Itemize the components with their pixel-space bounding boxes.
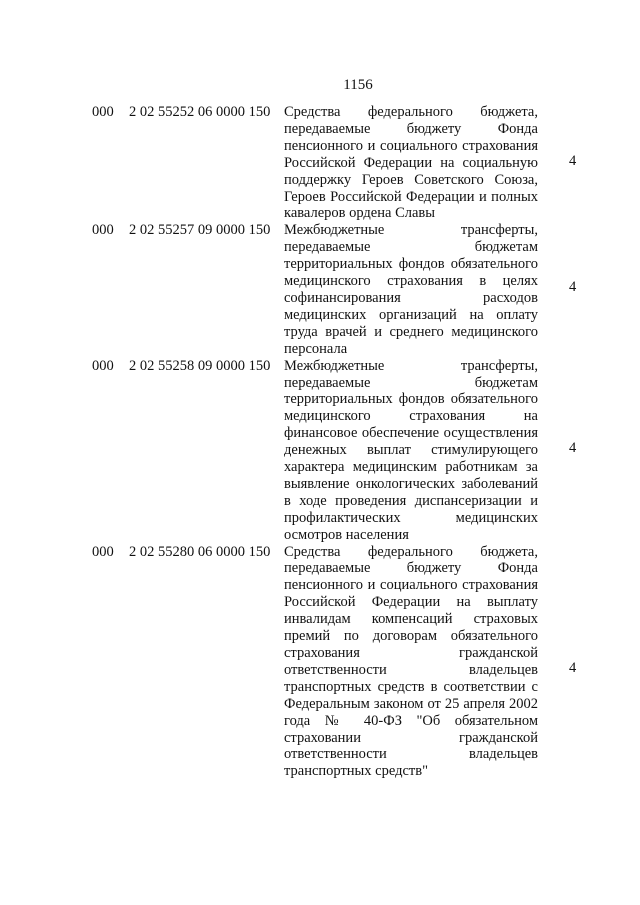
row-description: Средства федерального бюджета, передаваемые бюджету Фонда пенсионного и социального страхования Российской Федерации на выплату инвалидам компенсаций страховых премий по договорам обязательного страхования гражданской ответственности владельцев транспортных средств в соответствии с Федеральным законом от 25 апреля 2002 года № 40-ФЗ "Об обязательном страховании гражданской ответственности владельцев транспортных средств" xyxy=(284,543,538,780)
row-description: Межбюджетные трансферты, передаваемые бюджетам территориальных фондов обязательного медицинского страхования на финансовое обеспечение осуществления денежных выплат стимулирующего характера медицинским работникам за выявление онкологических заболеваний в ходе проведения диспансеризации и профилактических медицинских осмотров населения xyxy=(284,357,538,543)
row-amount: 4 xyxy=(569,659,577,676)
page-number: 1156 xyxy=(343,77,373,93)
budget-table xyxy=(0,104,640,780)
admin-code: 000 xyxy=(92,222,114,239)
row-description: Средства федерального бюджета, передаваемые бюджету Фонда пенсионного и социального страхования Российской Федерации на социальную поддержку Героев Советского Союза, Героев Российской Федерации и полных кавалеров ордена Славы xyxy=(284,104,538,222)
kbk-code: 2 02 55280 06 0000 150 xyxy=(129,543,271,560)
admin-code: 000 xyxy=(92,104,114,120)
kbk-code: 2 02 55257 09 0000 150 xyxy=(129,222,271,239)
admin-code: 000 xyxy=(92,357,114,374)
row-description: Межбюджетные трансферты, передаваемые бюджетам территориальных фондов обязательного медицинского страхования в целях софинансирования расходов медицинских организаций на оплату труда врачей и среднего медицинского персонала xyxy=(284,222,538,357)
table-row xyxy=(0,222,640,357)
table-row xyxy=(0,544,640,781)
table-row xyxy=(0,104,640,222)
row-amount: 4 xyxy=(569,439,577,456)
table-row xyxy=(0,358,640,544)
kbk-code: 2 02 55258 09 0000 150 xyxy=(129,357,271,374)
row-amount: 4 xyxy=(569,153,577,169)
row-amount: 4 xyxy=(569,279,577,296)
kbk-code: 2 02 55252 06 0000 150 xyxy=(129,104,271,120)
admin-code: 000 xyxy=(92,543,114,560)
